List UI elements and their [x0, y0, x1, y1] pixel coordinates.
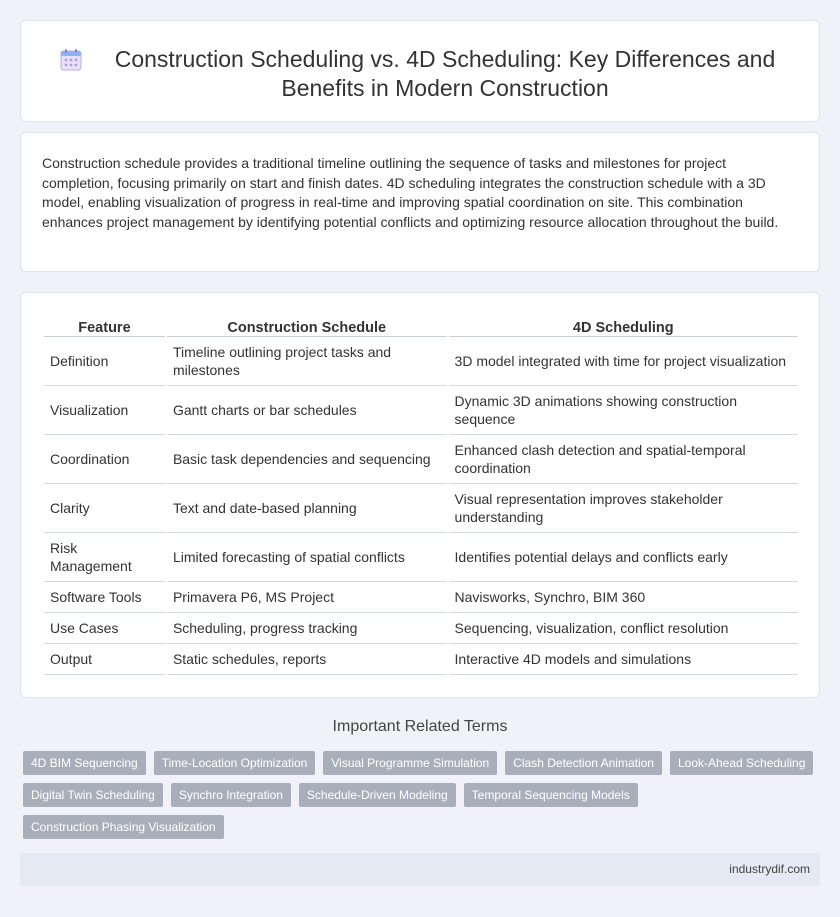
comparison-table — [42, 315, 800, 675]
tag-4d-bim-sequencing[interactable]: 4D BIM Sequencing — [23, 751, 146, 775]
header-4d-scheduling: 4D Scheduling — [449, 315, 798, 337]
table-row — [44, 484, 798, 533]
tag-visual-programme-simulation[interactable]: Visual Programme Simulation — [323, 751, 497, 775]
footer-site-link[interactable]: industrydif.com — [729, 862, 810, 876]
tag-construction-phasing-visualization[interactable]: Construction Phasing Visualization — [23, 815, 224, 839]
calendar-icon — [59, 48, 83, 72]
row-4d-scheduling: Interactive 4D models and simulations — [449, 644, 798, 675]
table-row — [44, 435, 798, 484]
footer — [20, 853, 820, 886]
table-row — [44, 582, 798, 613]
table-row — [44, 533, 798, 582]
tag-schedule-driven-modeling[interactable]: Schedule-Driven Modeling — [299, 783, 456, 807]
tag-temporal-sequencing-models[interactable]: Temporal Sequencing Models — [464, 783, 638, 807]
tag-look-ahead-scheduling[interactable]: Look-Ahead Scheduling — [670, 751, 813, 775]
comparison-card — [20, 292, 820, 698]
tag-digital-twin-scheduling[interactable]: Digital Twin Scheduling — [23, 783, 163, 807]
header-construction-schedule: Construction Schedule — [167, 315, 447, 337]
row-feature: Visualization — [44, 386, 165, 435]
row-4d-scheduling: Visual representation improves stakeholder understanding — [449, 484, 798, 533]
related-terms-heading: Important Related Terms — [332, 718, 508, 735]
row-feature: Definition — [44, 337, 165, 386]
row-feature: Coordination — [44, 435, 165, 484]
row-4d-scheduling: 3D model integrated with time for project visualization — [449, 337, 798, 386]
intro-paragraph: Construction schedule provides a traditional timeline outlining the sequence of tasks and milestones for project completion, focusing primarily on start and finish dates. 4D scheduling integrates the construction schedule with a 3D model, enabling visualization of progress in real-time and improving spatial coordination on site. This combination enhances project management by identifying potential conflicts and optimizing resource allocation throughout the build. — [42, 155, 779, 231]
page-title: Construction Scheduling vs. 4D Scheduling: Key Differences and Benefits in Modern Construction — [114, 46, 776, 101]
row-construction-schedule: Primavera P6, MS Project — [167, 582, 447, 613]
tag-time-location-optimization[interactable]: Time-Location Optimization — [154, 751, 316, 775]
row-construction-schedule: Basic task dependencies and sequencing — [167, 435, 447, 484]
intro-card — [20, 132, 820, 272]
table-row — [44, 644, 798, 675]
row-construction-schedule: Timeline outlining project tasks and milestones — [167, 337, 447, 386]
table-row — [44, 613, 798, 644]
title-card — [20, 20, 820, 122]
related-terms-tags — [23, 751, 823, 847]
row-feature: Clarity — [44, 484, 165, 533]
tag-synchro-integration[interactable]: Synchro Integration — [171, 783, 291, 807]
row-4d-scheduling: Enhanced clash detection and spatial-temporal coordination — [449, 435, 798, 484]
row-4d-scheduling: Dynamic 3D animations showing construction sequence — [449, 386, 798, 435]
row-construction-schedule: Text and date-based planning — [167, 484, 447, 533]
row-feature: Risk Management — [44, 533, 165, 582]
row-construction-schedule: Static schedules, reports — [167, 644, 447, 675]
row-4d-scheduling: Navisworks, Synchro, BIM 360 — [449, 582, 798, 613]
row-construction-schedule: Limited forecasting of spatial conflicts — [167, 533, 447, 582]
row-construction-schedule: Gantt charts or bar schedules — [167, 386, 447, 435]
row-feature: Software Tools — [44, 582, 165, 613]
table-row — [44, 337, 798, 386]
row-4d-scheduling: Sequencing, visualization, conflict resolution — [449, 613, 798, 644]
row-construction-schedule: Scheduling, progress tracking — [167, 613, 447, 644]
row-4d-scheduling: Identifies potential delays and conflicts early — [449, 533, 798, 582]
row-feature: Output — [44, 644, 165, 675]
tag-clash-detection-animation[interactable]: Clash Detection Animation — [505, 751, 662, 775]
table-row — [44, 386, 798, 435]
row-feature: Use Cases — [44, 613, 165, 644]
header-feature: Feature — [44, 315, 165, 337]
